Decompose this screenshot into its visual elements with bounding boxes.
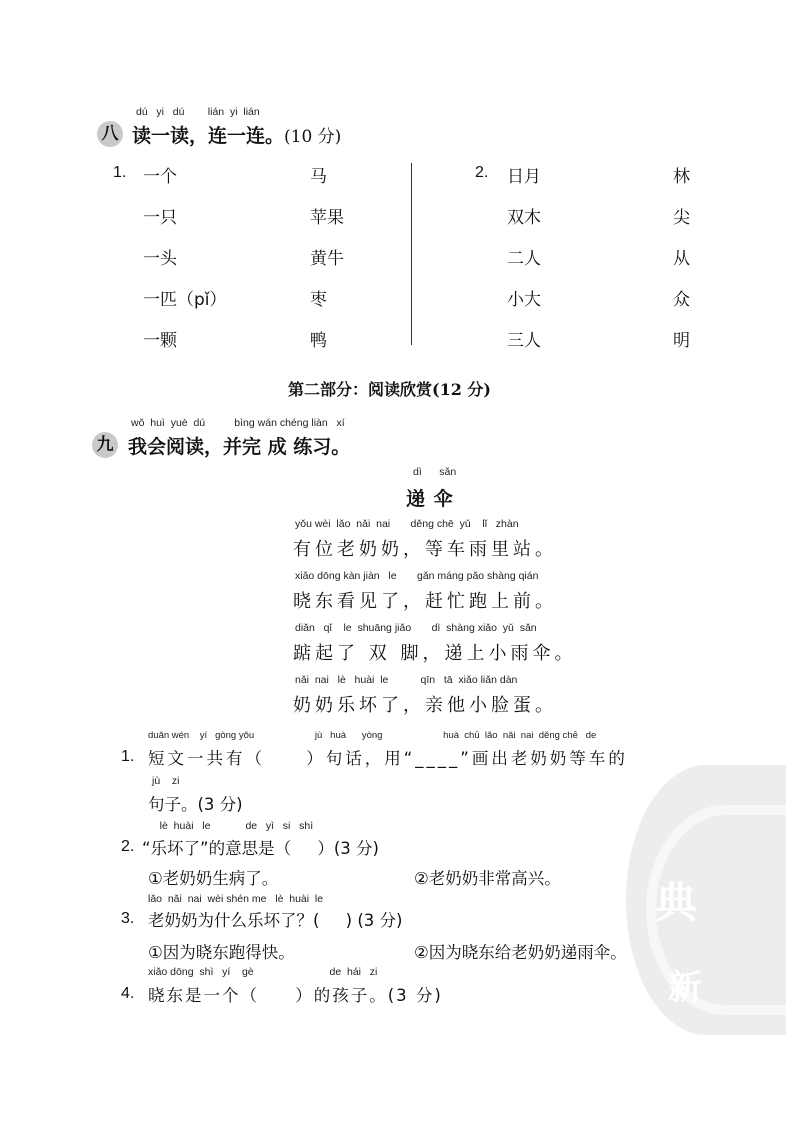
q2-text: “乐坏了”的意思是（ ）(3 分): [142, 839, 379, 858]
q3-option-2: ②因为晓东给老奶奶递雨伞。: [414, 943, 627, 962]
group2-number: 2.: [475, 164, 489, 181]
group1-number: 1.: [113, 164, 127, 181]
q3-pinyin: lǎo nǎi nai wèi shén me lè huài le: [148, 893, 324, 905]
group1-right-1: 苹果: [310, 208, 344, 228]
q1-pinyin-2: jù zi: [152, 775, 180, 787]
poem-line-4: 奶奶乐坏了，亲他小脸蛋。: [293, 695, 557, 716]
group2-right-4: 明: [673, 331, 690, 351]
watermark-seal-icon: [626, 765, 786, 1035]
q3-number: 3.: [121, 910, 135, 927]
group1-left-1: 一只: [143, 208, 177, 228]
q2-option-2: ②老奶奶非常高兴。: [414, 869, 561, 888]
poem-title-pinyin: dì sǎn: [413, 466, 457, 478]
group2-left-0: 日月: [507, 167, 541, 187]
section8-title: [132, 121, 341, 148]
group2-left-3: 小大: [507, 290, 541, 310]
section8-score: (10 分): [284, 127, 342, 147]
q3-text: 老奶奶为什么乐坏了？( ) (3 分): [148, 911, 403, 930]
poem-line-3: 踮起了 双 脚，递上小雨伞。: [293, 643, 577, 664]
section8-badge: 八: [97, 121, 123, 147]
group2-right-3: 众: [673, 290, 690, 310]
poem-title: 递 伞: [406, 488, 454, 510]
q2-option-1: ①老奶奶生病了。: [148, 869, 279, 888]
part2-heading: 第二部分：阅读欣赏(12 分): [288, 380, 491, 399]
q1-number: 1.: [121, 748, 135, 765]
group1-left-2: 一头: [143, 249, 177, 269]
section9-badge: 九: [92, 432, 118, 458]
group2-left-4: 三人: [507, 331, 541, 351]
group1-right-3: 枣: [310, 290, 327, 310]
q3-option-1: ①因为晓东跑得快。: [148, 943, 295, 962]
group1-left-0: 一个: [143, 167, 177, 187]
section8-title-text: 读一读，连一连。: [132, 125, 285, 147]
section9-title: 我会阅读，并完 成 练习。: [128, 436, 351, 458]
group1-left-3: 一匹（pǐ）: [143, 290, 227, 310]
q1-pinyin: duǎn wén yí gòng yǒu jù huà yòng huà chū lǎo nǎi nai děng chē de: [148, 730, 597, 741]
watermark-char: 典: [655, 878, 698, 927]
group2-right-1: 尖: [673, 208, 690, 228]
group1-right-4: 鸭: [310, 331, 327, 351]
group1-right-2: 黄牛: [310, 249, 344, 269]
column-divider: [411, 163, 412, 345]
group2-right-2: 从: [673, 249, 690, 269]
q2-number: 2.: [121, 838, 135, 855]
poem-line-4-pinyin: nǎi nai lè huài le qīn tā xiǎo liǎn dàn: [295, 674, 518, 686]
q1-text: 短文一共有（ ）句话，用“____”画出老奶奶等车的: [148, 749, 628, 768]
watermark-char-2: 新: [668, 968, 702, 1008]
q4-number: 4.: [121, 985, 135, 1002]
group1-left-4: 一颗: [143, 331, 177, 351]
q4-text: 晓东是一个（ ）的孩子。(3 分): [148, 986, 443, 1005]
group2-right-0: 林: [673, 167, 690, 187]
section8-pinyin: dú yi dú lián yi lián: [136, 106, 260, 118]
group1-right-0: 马: [310, 167, 327, 187]
poem-line-2-pinyin: xiǎo dōng kàn jiàn le gǎn máng pǎo shàng qián: [295, 570, 539, 582]
q4-pinyin: xiǎo dōng shì yí gè de hái zi: [148, 966, 378, 978]
q2-pinyin: lè huài le de yì si shì: [148, 820, 314, 832]
poem-line-3-pinyin: diǎn qǐ le shuāng jiǎo dì shàng xiǎo yǔ sǎn: [295, 622, 537, 634]
poem-line-1-pinyin: yǒu wèi lǎo nǎi nai děng chē yǔ lǐ zhàn: [295, 518, 519, 530]
group2-left-2: 二人: [507, 249, 541, 269]
q1-text-2: 句子。(3 分): [148, 795, 243, 814]
poem-line-1: 有位老奶奶，等车雨里站。: [293, 539, 557, 560]
poem-line-2: 晓东看见了，赶忙跑上前。: [293, 591, 557, 612]
group2-left-1: 双木: [507, 208, 541, 228]
section9-pinyin: wǒ huì yuè dú bìng wán chéng liàn xí: [131, 417, 345, 429]
